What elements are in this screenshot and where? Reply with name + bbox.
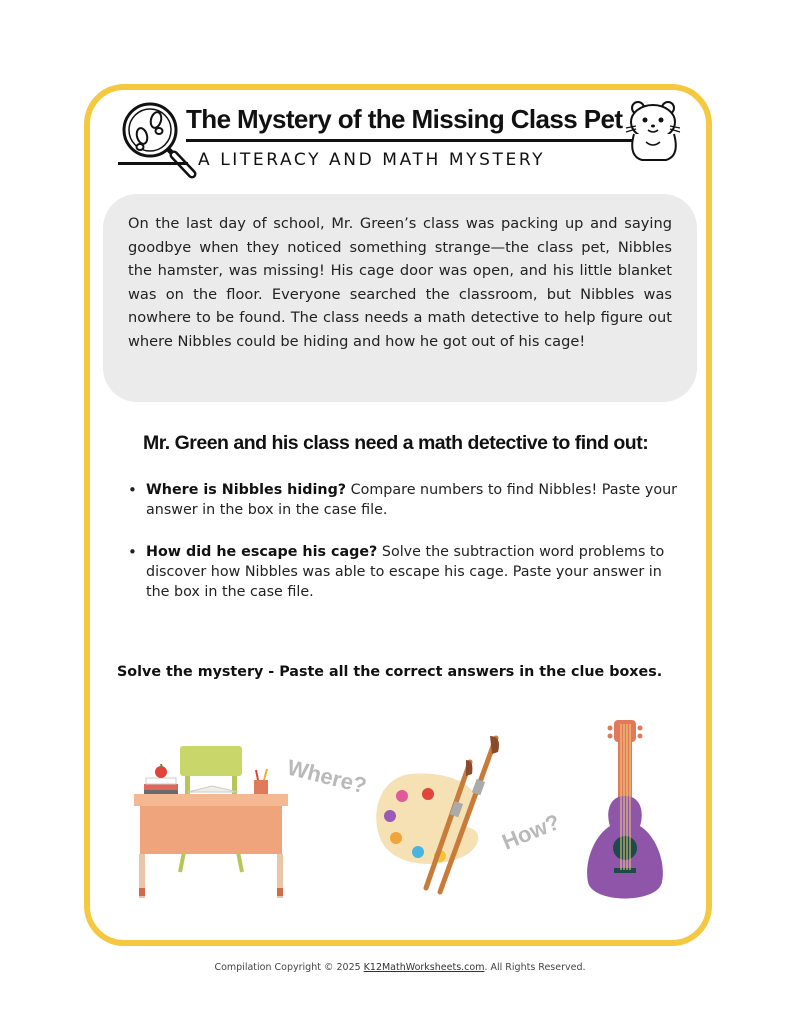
where-text: Where? bbox=[284, 754, 370, 799]
page-title: The Mystery of the Missing Class Pet bbox=[186, 104, 623, 134]
subtitle-left-rule bbox=[118, 162, 188, 165]
tasks-heading: Mr. Green and his class need a math detective to find out: bbox=[143, 432, 649, 454]
guitar-icon bbox=[580, 718, 670, 910]
story-text: On the last day of school, Mr. Green’s class was packing up and saying goodbye when they noticed something strange—the class pet, Nibbles the hamster, was missing! His cage door was open, and his little blanket was on the floor. Everyone searched the classroom, but Nibbles was nowhere to be found. The class needs a math detective to help figure out where Nibbles could be hiding and how he got out of his cage! bbox=[128, 215, 672, 350]
hamster-icon bbox=[622, 96, 686, 166]
instruction-text: Solve the mystery - Paste all the correct answers in the clue boxes. bbox=[117, 664, 663, 680]
task-text: Solve the subtraction word problems to discover how Nibbles was able to escape his cage. Paste your answer in the box in the case file. bbox=[146, 544, 665, 600]
tasks-list bbox=[128, 480, 688, 624]
task-lead: Where is Nibbles hiding? bbox=[146, 482, 347, 498]
footer-link[interactable]: K12MathWorksheets.com bbox=[363, 962, 485, 973]
where-label bbox=[282, 752, 372, 812]
task-lead: How did he escape his cage? bbox=[146, 544, 378, 560]
title-underline bbox=[186, 139, 636, 142]
footer-prefix: Compilation Copyright © 2025 bbox=[214, 962, 364, 973]
school-desk-icon bbox=[130, 742, 290, 902]
copyright-footer bbox=[0, 962, 800, 973]
page-subtitle: A LITERACY AND MATH MYSTERY bbox=[198, 150, 546, 170]
how-label bbox=[498, 809, 586, 860]
story-box bbox=[103, 194, 697, 402]
paint-palette-icon bbox=[370, 732, 510, 898]
how-text: How? bbox=[498, 809, 564, 855]
task-text: Compare numbers to find Nibbles! Paste your answer in the box in the case file. bbox=[146, 482, 678, 518]
list-item bbox=[128, 480, 688, 520]
footer-suffix: . All Rights Reserved. bbox=[484, 962, 586, 973]
list-item bbox=[128, 542, 688, 602]
